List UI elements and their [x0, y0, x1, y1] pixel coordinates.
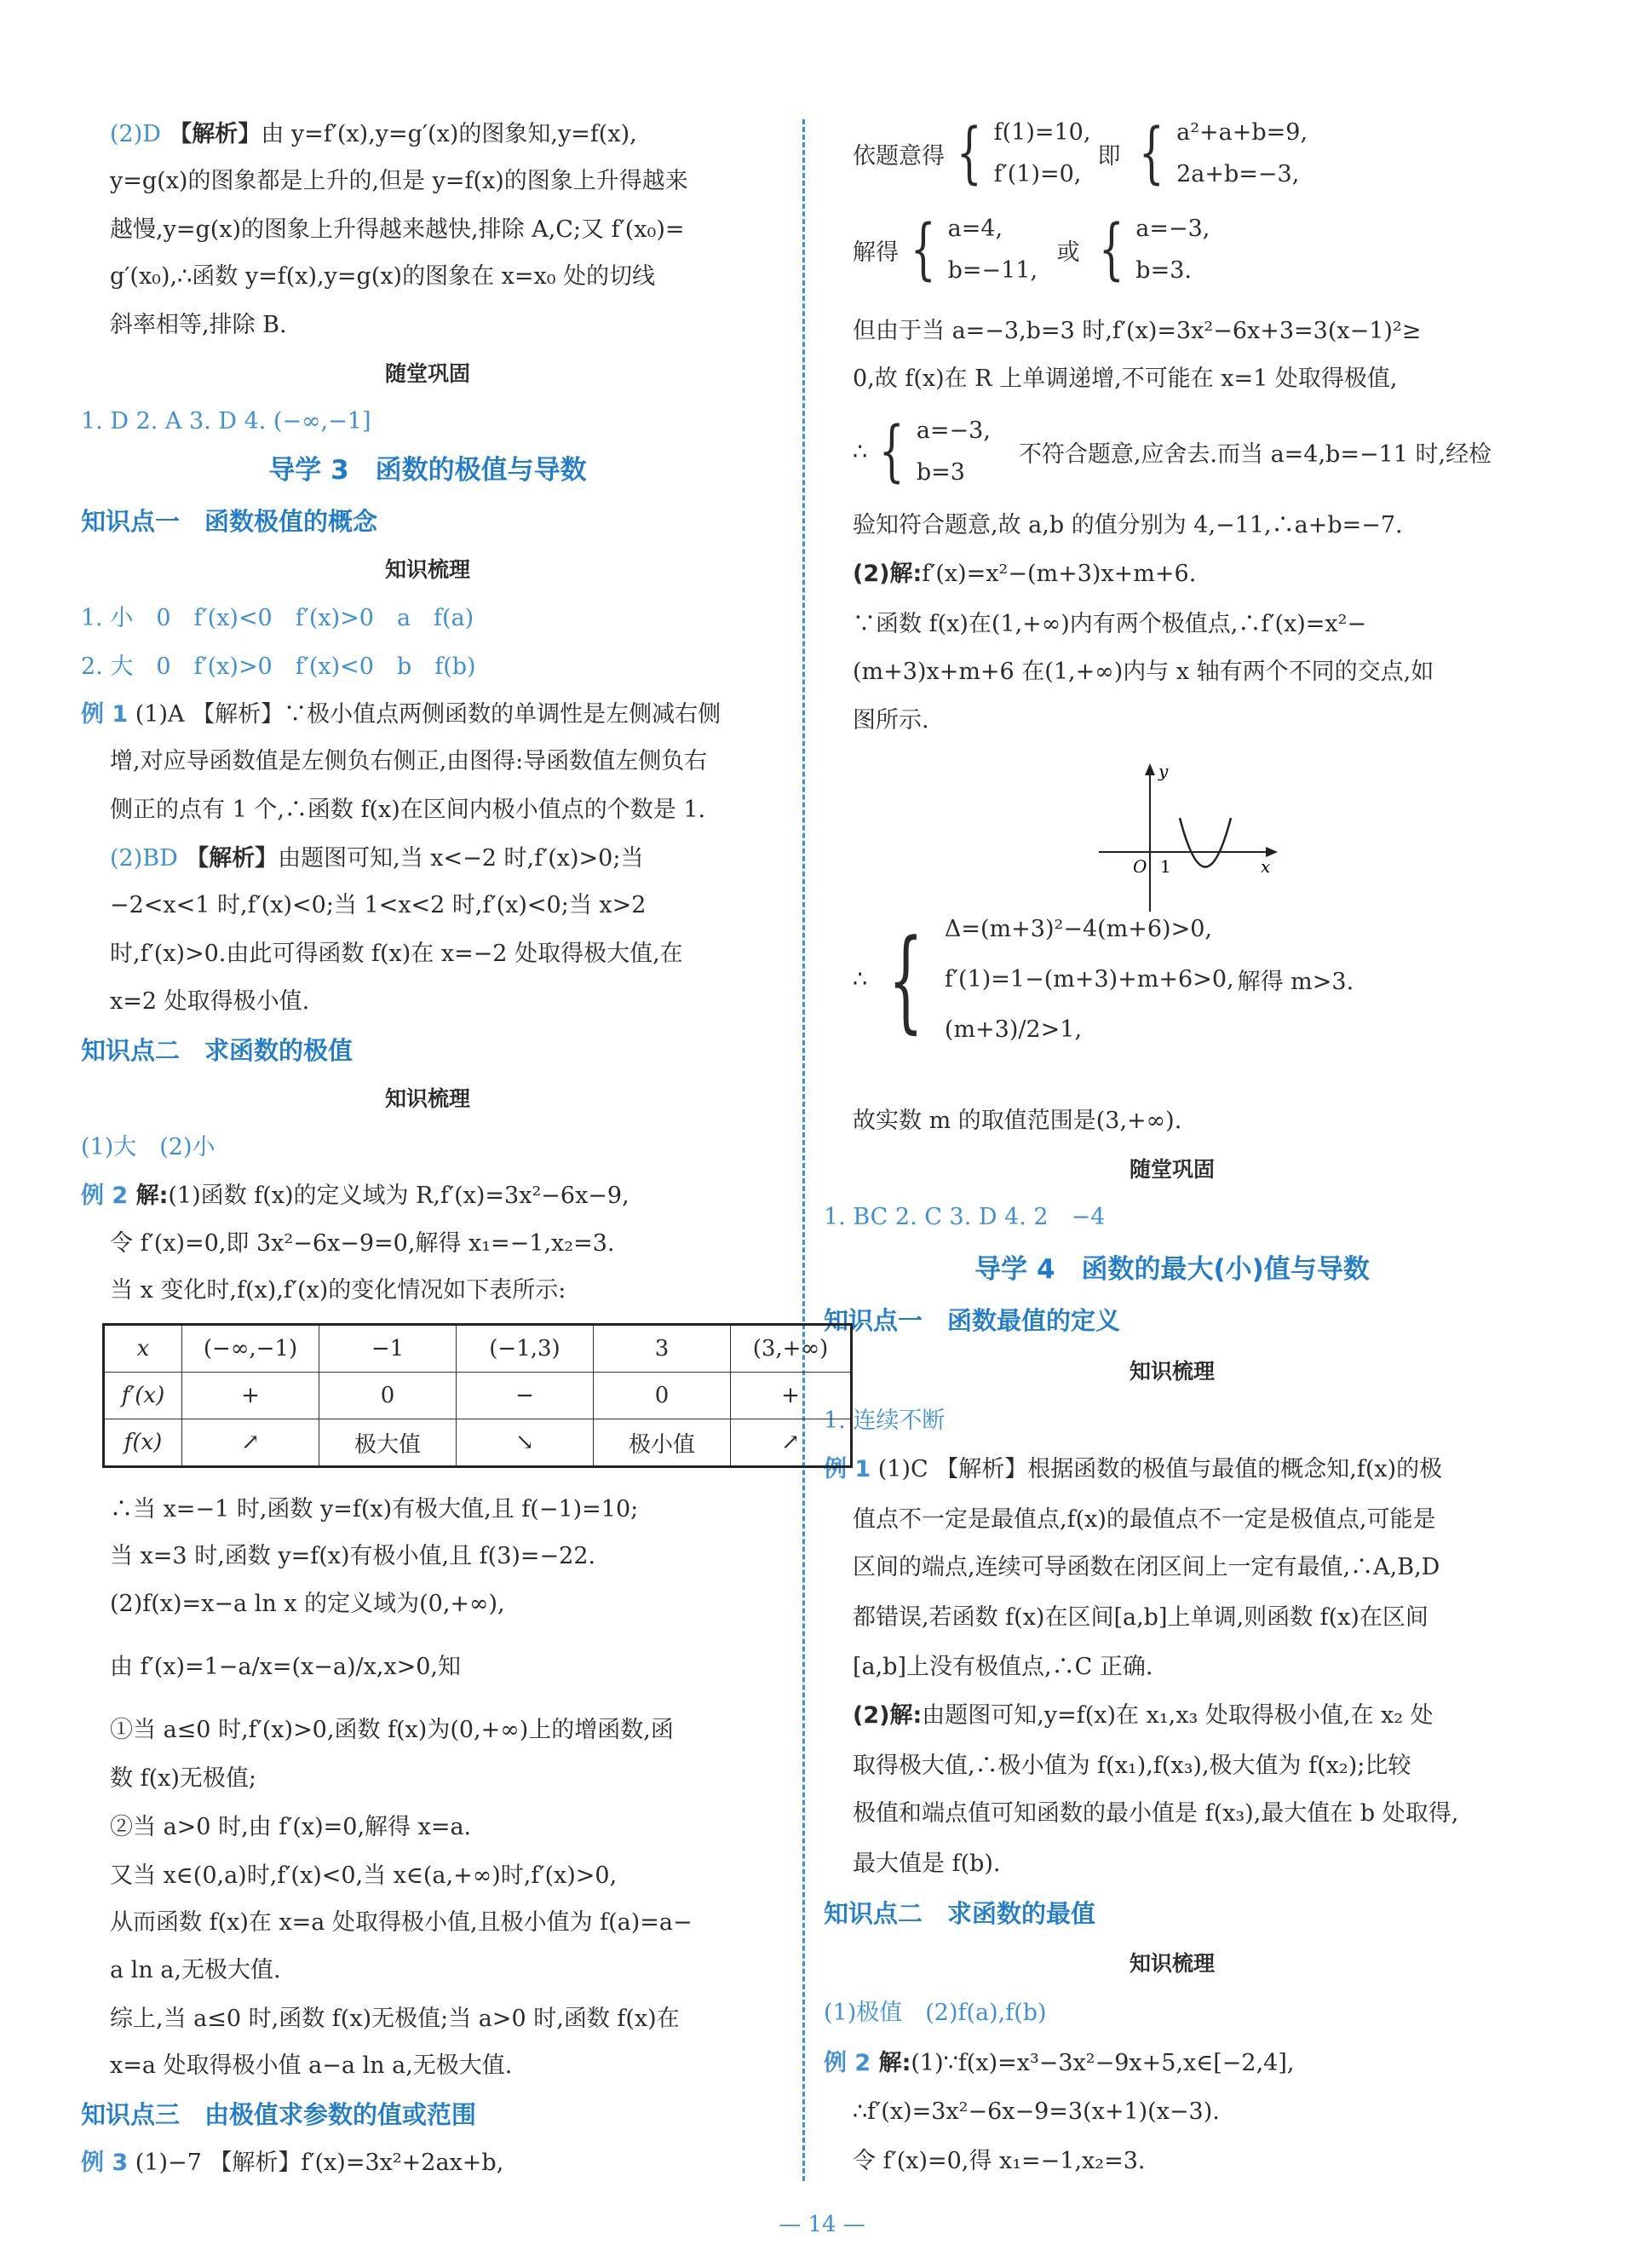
line-text: 但由于当 a=−3,b=3 时,f′(x)=3x²−6x+3=3(x−1)²≥ [853, 317, 1422, 344]
text-line [110, 1494, 638, 1525]
knowledge-point-heading [81, 1035, 353, 1066]
table-cell: 0 [319, 1373, 457, 1419]
table-cell: ↘ [457, 1419, 594, 1467]
table-cell: 极大值 [319, 1419, 457, 1467]
table-cell: 3 [594, 1325, 731, 1373]
line-text: ②当 a>0 时,由 f′(x)=0,解得 x=a. [110, 1813, 472, 1840]
brace-icon: { [879, 413, 905, 490]
y-label: y [1158, 761, 1169, 781]
brace-icon: { [910, 211, 936, 288]
system-lead: 依题意得 [853, 142, 945, 170]
line-text: ∴当 x=−1 时,函数 y=f(x)有极大值,且 f(−1)=10; [110, 1495, 639, 1523]
bold-label: 【解析】 [177, 844, 279, 872]
line-text: (1)−7 【解析】f′(x)=3x²+2ax+b, [128, 2149, 504, 2176]
text-line [853, 364, 1397, 394]
knowledge-point-heading [824, 1305, 1120, 1336]
knowledge-point-heading [81, 506, 377, 537]
line-text: 0,故 f(x)在 R 上单调递增,不可能在 x=1 处取得极值, [853, 366, 1398, 393]
text-line [110, 843, 643, 874]
answer-label: 例 2 [81, 1182, 129, 1209]
bold-label: 【解析】 [160, 121, 262, 148]
table-row [104, 1419, 852, 1467]
bold-label: 解: [128, 1182, 169, 1209]
table-cell: − [457, 1373, 594, 1419]
text-line [824, 1998, 1047, 2029]
text-line [853, 657, 1434, 688]
line-text: 越慢,y=g(x)的图象上升得越来越快,排除 A,C;又 f′(x₀)= [110, 216, 685, 244]
bold-label: 解: [871, 2049, 911, 2076]
text-line [81, 603, 474, 634]
line-text: ∴f′(x)=3x²−6x−9=3(x+1)(x−3). [853, 2098, 1220, 2125]
answer-label: 例 3 [81, 2149, 129, 2176]
text-line [81, 1181, 629, 1212]
eq: a=4, [947, 216, 1003, 242]
text-line [824, 2048, 1294, 2079]
answer-label: (2)D [110, 121, 161, 148]
text-line [853, 510, 1403, 541]
eq: 2a+b=−3, [1176, 161, 1300, 187]
line-text: 导学 3 函数的极值与导数 [268, 455, 587, 486]
line-text: 又当 x∈(0,a)时,f′(x)<0,当 x∈(a,+∞)时,f′(x)>0, [110, 1862, 618, 1889]
line-text: g′(x₀),∴函数 y=f(x),y=g(x)的图象在 x=x₀ 处的切线 [110, 263, 656, 291]
system-lead: 解得 [853, 239, 899, 266]
text-line [853, 1799, 1458, 1829]
eq: a=−3, [916, 417, 991, 444]
line-text: 知识点二 求函数的最值 [824, 1899, 1096, 1929]
text-line [853, 1751, 1411, 1782]
line-text: 知识点三 由极值求参数的值或范围 [81, 2099, 477, 2129]
table-row [104, 1373, 852, 1419]
line-text: 随堂巩固 [1129, 1156, 1216, 1182]
text-line [81, 1132, 216, 1163]
table-cell: ↗ [182, 1419, 319, 1467]
text-line [853, 1603, 1428, 1633]
text-line [110, 1861, 617, 1891]
line-text: 综上,当 a≤0 时,函数 f(x)无极值;当 a>0 时,函数 f(x)在 [110, 2006, 680, 2033]
table-cell: f′(x) [104, 1373, 182, 1419]
line-text: (1)C 【解析】根据函数的极值与最值的概念知,f(x)的极 [871, 1456, 1443, 1483]
text-line [110, 1908, 693, 1938]
line-text: a ln a,无极大值. [110, 1957, 281, 1984]
system-conditions [853, 115, 1308, 192]
table-cell: −1 [319, 1325, 457, 1373]
brace-icon: { [956, 115, 982, 192]
answer-label: 1. 小 0 f′(x)<0 f′(x)>0 a f(a) [81, 604, 474, 631]
system-mid: 或 [1056, 239, 1080, 266]
eq: Δ=(m+3)²−4(m+6)>0, [944, 916, 1212, 942]
system-reject [853, 413, 1492, 490]
answer-label: 2. 大 0 f′(x)>0 f′(x)<0 b f(b) [81, 653, 476, 680]
eq: f(1)=10, [993, 119, 1091, 146]
line-text: (1)函数 f(x)的定义域为 R,f′(x)=3x²−6x−9, [168, 1182, 629, 1209]
text-line [110, 1229, 614, 1259]
line-text: 最大值是 f(b). [853, 1850, 1001, 1877]
line-text: 由题图可知,当 x<−2 时,f′(x)>0;当 [278, 844, 644, 872]
brace-icon: { [888, 914, 924, 1045]
answer-label: 例 2 [824, 2049, 871, 2076]
line-text: 极值和端点值可知函数的最小值是 f(x₃),最大值在 b 处取得, [853, 1800, 1459, 1828]
answer-label: 例 1 [81, 701, 129, 728]
answer-label: (1)大 (2)小 [81, 1133, 216, 1160]
eq: a²+a+b=9, [1176, 119, 1308, 146]
eq: (m+3)/2>1, [944, 1016, 1083, 1043]
text-line [81, 406, 371, 437]
parabola-graph [1090, 758, 1286, 920]
line-text: f′(x)=x²−(m+3)x+m+6. [922, 561, 1197, 588]
table-cell: x [104, 1325, 182, 1373]
line-text: 图所示. [853, 707, 929, 734]
text-line [81, 2148, 503, 2179]
line-text: 故实数 m 的取值范围是(3,+∞). [853, 1107, 1182, 1134]
x-label: x [1261, 856, 1271, 877]
line-text: 令 f′(x)=0,得 x₁=−1,x₂=3. [853, 2148, 1146, 2174]
text-line [853, 1652, 1153, 1683]
brace-icon: { [1139, 115, 1165, 192]
table-cell: (−1,3) [457, 1325, 594, 1373]
text-line [110, 1955, 281, 1986]
line-text: 侧正的点有 1 个,∴函数 f(x)在区间内极小值点的个数是 1. [110, 797, 706, 824]
eq: f′(1)=1−(m+3)+m+6>0, [944, 966, 1234, 993]
tick-label-1: 1 [1160, 856, 1171, 877]
line-text: 知识点二 求函数的极值 [81, 1036, 354, 1066]
text-line [110, 987, 309, 1017]
line-text: 当 x=3 时,函数 y=f(x)有极小值,且 f(3)=−22. [110, 1542, 596, 1569]
bold-label: (2)解: [853, 1702, 923, 1730]
line-text: 知识梳理 [1129, 1950, 1216, 1976]
text-line [853, 1106, 1181, 1137]
system-tail: 不符合题意,应舍去.而当 a=4,b=−11 时,经检 [1018, 440, 1492, 468]
line-text: (1)A 【解析】∵极小值点两侧函数的单调性是左侧减右侧 [128, 701, 721, 728]
text-line [110, 1589, 505, 1620]
answer-label: 1. 连续不断 [824, 1407, 946, 1435]
line-text: 取得极大值,∴极小值为 f(x₁),f(x₃),极大值为 f(x₂);比较 [853, 1752, 1411, 1779]
text-line [110, 119, 637, 150]
text-line [110, 1652, 461, 1683]
system-solutions [853, 211, 1210, 288]
text-line [110, 262, 655, 292]
line-text: 从而函数 f(x)在 x=a 处取得极小值,且极小值为 f(a)=a− [110, 1908, 693, 1936]
page-number: — 14 — [779, 2212, 865, 2237]
text-line [110, 310, 287, 341]
line-text: (2)f(x)=x−a ln x 的定义域为(0,+∞), [110, 1591, 505, 1618]
table-cell: (−∞,−1) [182, 1325, 319, 1373]
line-text: (m+3)x+m+6 在(1,+∞)内与 x 轴有两个不同的交点,如 [853, 659, 1434, 686]
bold-label: (2)解: [853, 561, 923, 588]
text-line [853, 2097, 1220, 2127]
text-line [110, 1812, 471, 1843]
section-title [268, 455, 586, 486]
line-text: [a,b]上没有极值点,∴C 正确. [853, 1654, 1153, 1681]
line-text: 令 f′(x)=0,即 3x²−6x−9=0,解得 x₁=−1,x₂=3. [110, 1230, 615, 1258]
text-line [824, 1202, 1105, 1233]
line-text: 知识点一 函数极值的概念 [81, 507, 378, 537]
answer-label: (1)极值 (2)f(a),f(b) [824, 2000, 1047, 2027]
system-mid: 即 [1097, 142, 1121, 170]
table-row [104, 1325, 852, 1373]
text-line [853, 1701, 1434, 1731]
line-text: 数 f(x)无极值; [110, 1765, 256, 1793]
text-line [824, 1454, 1442, 1485]
line-text: x=a 处取得极小值 a−a ln a,无极大值. [110, 2052, 513, 2080]
answer-label: 1. BC 2. C 3. D 4. 2 −4 [824, 1204, 1106, 1231]
knowledge-point-heading [81, 2099, 476, 2130]
line-text: ①当 a≤0 时,f′(x)>0,函数 f(x)为(0,+∞)上的增函数,函 [110, 1717, 674, 1744]
eq: b=3 [916, 459, 965, 486]
text-line [853, 609, 1366, 640]
text-line [110, 1764, 256, 1794]
line-text: 随堂巩固 [384, 360, 471, 386]
text-line [110, 1541, 595, 1572]
column-divider [802, 119, 805, 2181]
text-line [110, 2051, 512, 2081]
text-line [110, 215, 685, 245]
table-cell: 0 [594, 1373, 731, 1419]
table-cell: 极小值 [594, 1419, 731, 1467]
eq: a=−3, [1135, 216, 1210, 242]
line-text: ∵函数 f(x)在(1,+∞)内有两个极值点,∴f′(x)=x²− [853, 610, 1367, 637]
line-text: y=g(x)的图象都是上升的,但是 y=f(x)的图象上升得越来 [110, 168, 688, 195]
brace-icon: { [1098, 211, 1124, 288]
variation-table [102, 1323, 853, 1468]
text-line [110, 890, 646, 921]
text-line [110, 1715, 674, 1746]
text-line [110, 795, 705, 826]
text-line [110, 1275, 566, 1306]
text-line [853, 316, 1421, 347]
subsection-heading [1130, 1949, 1215, 1979]
line-text: 当 x 变化时,f(x),f′(x)的变化情况如下表所示: [110, 1277, 566, 1304]
subsection-heading [385, 555, 470, 585]
system-tail: 解得 m>3. [1237, 969, 1354, 995]
section-title [974, 1254, 1370, 1285]
line-text: 区间的端点,连续可导函数在闭区间上一定有最值,∴A,B,D [853, 1554, 1440, 1581]
line-text: 由 y=f′(x),y=g′(x)的图象知,y=f(x), [261, 121, 637, 148]
text-line [853, 2146, 1145, 2177]
subsection-heading [385, 1084, 470, 1114]
text-line [110, 166, 688, 197]
text-line [110, 2004, 680, 2035]
system-range [853, 916, 1354, 1043]
answer-label: (2)BD [110, 844, 178, 872]
text-line [110, 746, 707, 777]
system-lead: ∴ [853, 438, 868, 465]
subsection-heading [385, 359, 470, 389]
system-lead: ∴ [853, 966, 868, 993]
y-arrow-icon [1145, 763, 1155, 775]
text-line [853, 1505, 1435, 1535]
eq: b=−11, [947, 257, 1038, 284]
table-cell: + [182, 1373, 319, 1419]
text-line [110, 939, 683, 970]
line-text: 知识梳理 [1129, 1358, 1216, 1384]
line-text: 导学 4 函数的最大(小)值与导数 [974, 1253, 1370, 1285]
line-text: 知识梳理 [384, 1086, 471, 1111]
line-text: 时,f′(x)>0.由此可得函数 f(x)在 x=−2 处取得极大值,在 [110, 940, 683, 967]
answer-label: 1. D 2. A 3. D 4. (−∞,−1] [81, 408, 371, 435]
knowledge-point-heading [824, 1898, 1095, 1929]
origin-label: O [1133, 856, 1147, 877]
line-text: 知识点一 函数最值的定义 [824, 1305, 1121, 1335]
subsection-heading [1130, 1356, 1215, 1387]
text-line [81, 699, 721, 730]
answer-label: 例 1 [824, 1456, 871, 1483]
text-line [853, 1552, 1440, 1583]
line-text: x=2 处取得极小值. [110, 988, 310, 1016]
table-cell: (3,+∞) [731, 1325, 852, 1373]
parabola-curve [1180, 818, 1231, 867]
line-text: 都错误,若函数 f(x)在区间[a,b]上单调,则函数 f(x)在区间 [853, 1603, 1428, 1631]
text-line [853, 559, 1196, 590]
line-text: 由 f′(x)=1−a/x=(x−a)/x,x>0,知 [110, 1654, 462, 1681]
line-text: 增,对应导函数值是左侧负右侧正,由图得:导函数值左侧负右 [110, 748, 708, 775]
table-cell: f(x) [104, 1419, 182, 1467]
line-text: (1)∵f(x)=x³−3x²−9x+5,x∈[−2,4], [911, 2049, 1295, 2076]
text-line [81, 652, 476, 682]
text-line [853, 1849, 1001, 1879]
table-cell: ↗ [731, 1419, 852, 1467]
line-text: −2<x<1 时,f′(x)<0;当 1<x<2 时,f′(x)<0;当 x>2 [110, 891, 647, 918]
line-text: 由题图可知,y=f(x)在 x₁,x₃ 处取得极小值,在 x₂ 处 [922, 1702, 1434, 1730]
line-text: 斜率相等,排除 B. [110, 311, 287, 338]
text-line [853, 705, 929, 736]
table-cell: + [731, 1373, 852, 1419]
eq: b=3. [1135, 257, 1192, 284]
eq: f′(1)=0, [993, 161, 1082, 187]
subsection-heading [1130, 1154, 1215, 1185]
line-text: 值点不一定是最值点,f(x)的最值点不一定是极值点,可能是 [853, 1505, 1436, 1533]
line-text: 知识梳理 [384, 557, 471, 583]
line-text: 验知符合题意,故 a,b 的值分别为 4,−11,∴a+b=−7. [853, 512, 1403, 539]
